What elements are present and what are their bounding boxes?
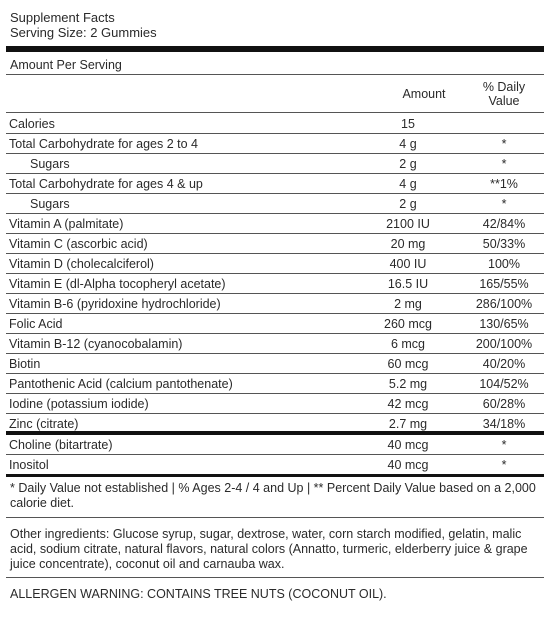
nutrient-dv: [464, 114, 544, 134]
nutrient-name: Vitamin B-12 (cyanocobalamin): [6, 334, 352, 354]
nutrient-name: Total Carbohydrate for ages 4 & up: [6, 174, 352, 194]
nutrient-name: Choline (bitartrate): [6, 435, 352, 455]
nutrient-dv: 40/20%: [464, 354, 544, 374]
nutrient-row: [6, 114, 544, 134]
allergen-warning: ALLERGEN WARNING: CONTAINS TREE NUTS (COCONUT OIL).: [10, 587, 387, 601]
nutrient-amount: 4 g: [352, 174, 464, 194]
nutrient-amount: 5.2 mg: [352, 374, 464, 394]
rule: [6, 74, 544, 75]
nutrient-amount: 2100 IU: [352, 214, 464, 234]
nutrient-row: [6, 354, 544, 374]
serving-size: Serving Size: 2 Gummies: [10, 25, 157, 40]
facts-header: [10, 10, 157, 40]
nutrient-row: [6, 435, 544, 455]
nutrient-dv: 286/100%: [464, 294, 544, 314]
nutrient-amount: 2.7 mg: [388, 416, 428, 431]
col-dv-line1: % Daily: [482, 80, 526, 94]
rule: [6, 112, 544, 113]
nutrient-row: [6, 234, 544, 254]
nutrient-dv: 50/33%: [464, 234, 544, 254]
rule: [6, 517, 544, 518]
nutrient-dv: 60/28%: [464, 394, 544, 414]
nutrient-row: [6, 455, 544, 475]
nutrient-dv: 104/52%: [464, 374, 544, 394]
nutrient-dv: 42/84%: [464, 214, 544, 234]
nutrient-dv: 34/18%: [482, 416, 526, 431]
amount-per-serving: Amount Per Serving: [10, 58, 122, 72]
nutrient-dv: 100%: [464, 254, 544, 274]
nutrient-name: Vitamin E (dl-Alpha tocopheryl acetate): [6, 274, 352, 294]
nutrient-row: [6, 134, 544, 154]
nutrient-name: Zinc (citrate): [9, 416, 79, 431]
nutrient-name: Sugars: [6, 194, 352, 214]
nutrient-row: [6, 174, 544, 194]
nutrient-row: [6, 214, 544, 234]
nutrient-table: [6, 114, 544, 433]
nutrient-name: Biotin: [6, 354, 352, 374]
nutrient-name: Vitamin A (palmitate): [6, 214, 352, 234]
nutrient-amount: 15: [352, 114, 464, 134]
nutrient-amount: 400 IU: [352, 254, 464, 274]
rule: [6, 577, 544, 578]
nutrient-row: [6, 294, 544, 314]
nutrient-amount: 16.5 IU: [352, 274, 464, 294]
nutrient-row: [6, 334, 544, 354]
nutrient-amount: 60 mcg: [352, 354, 464, 374]
nutrient-amount: 40 mcg: [352, 435, 464, 455]
nutrient-amount: 6 mcg: [352, 334, 464, 354]
nutrient-name: Vitamin D (cholecalciferol): [6, 254, 352, 274]
nutrient-name: Vitamin B-6 (pyridoxine hydrochloride): [6, 294, 352, 314]
nutrient-name: Calories: [6, 114, 352, 134]
bottom-thick-rule: [6, 474, 544, 477]
nutrient-amount: 2 g: [352, 154, 464, 174]
nutrient-amount: 40 mcg: [387, 457, 429, 472]
nutrient-name: Iodine (potassium iodide): [6, 394, 352, 414]
nutrient-row: [6, 274, 544, 294]
nutrient-name: Pantothenic Acid (calcium pantothenate): [6, 374, 352, 394]
nutrient-row: [6, 254, 544, 274]
nutrient-dv: *: [464, 154, 544, 174]
other-nutrient-table: [6, 435, 544, 474]
nutrient-row: [6, 194, 544, 214]
nutrient-row: [6, 314, 544, 334]
nutrient-name: Vitamin C (ascorbic acid): [6, 234, 352, 254]
nutrient-amount: 2 mg: [352, 294, 464, 314]
top-thick-rule: [6, 46, 544, 52]
footnote: * Daily Value not established | % Ages 2-4 / 4 and Up | ** Percent Daily Value based on a 2,000 calorie diet.: [10, 481, 536, 510]
other-ingredients: Other ingredients: Glucose syrup, sugar, dextrose, water, corn starch modified, gelatin, malic acid, sodium citrate, natural flavors, natural colors (Annatto, turmeric, elderberry juice & grape juice concentrate), coconut oil and carnauba wax.: [10, 527, 528, 571]
nutrient-row: [6, 394, 544, 414]
nutrient-dv: *: [501, 457, 507, 472]
nutrient-amount: 20 mg: [352, 234, 464, 254]
nutrient-dv: 200/100%: [464, 334, 544, 354]
nutrient-dv: 165/55%: [464, 274, 544, 294]
nutrient-amount: 4 g: [352, 134, 464, 154]
nutrient-row: [6, 374, 544, 394]
nutrient-dv: 130/65%: [464, 314, 544, 334]
nutrient-name: Sugars: [6, 154, 352, 174]
nutrient-amount: 260 mcg: [352, 314, 464, 334]
nutrient-dv: *: [464, 134, 544, 154]
nutrient-name: Folic Acid: [6, 314, 352, 334]
nutrient-amount: 42 mcg: [352, 394, 464, 414]
nutrient-dv: *: [464, 194, 544, 214]
col-daily-value: [464, 80, 544, 108]
nutrient-name: Total Carbohydrate for ages 2 to 4: [6, 134, 352, 154]
nutrient-dv: **1%: [464, 174, 544, 194]
nutrient-name: Inositol: [9, 457, 49, 472]
col-dv-line2: Value: [488, 94, 520, 108]
nutrient-row: [6, 154, 544, 174]
nutrient-dv: *: [464, 435, 544, 455]
facts-title: Supplement Facts: [10, 10, 115, 25]
nutrient-amount: 2 g: [352, 194, 464, 214]
col-amount: Amount: [402, 87, 446, 101]
